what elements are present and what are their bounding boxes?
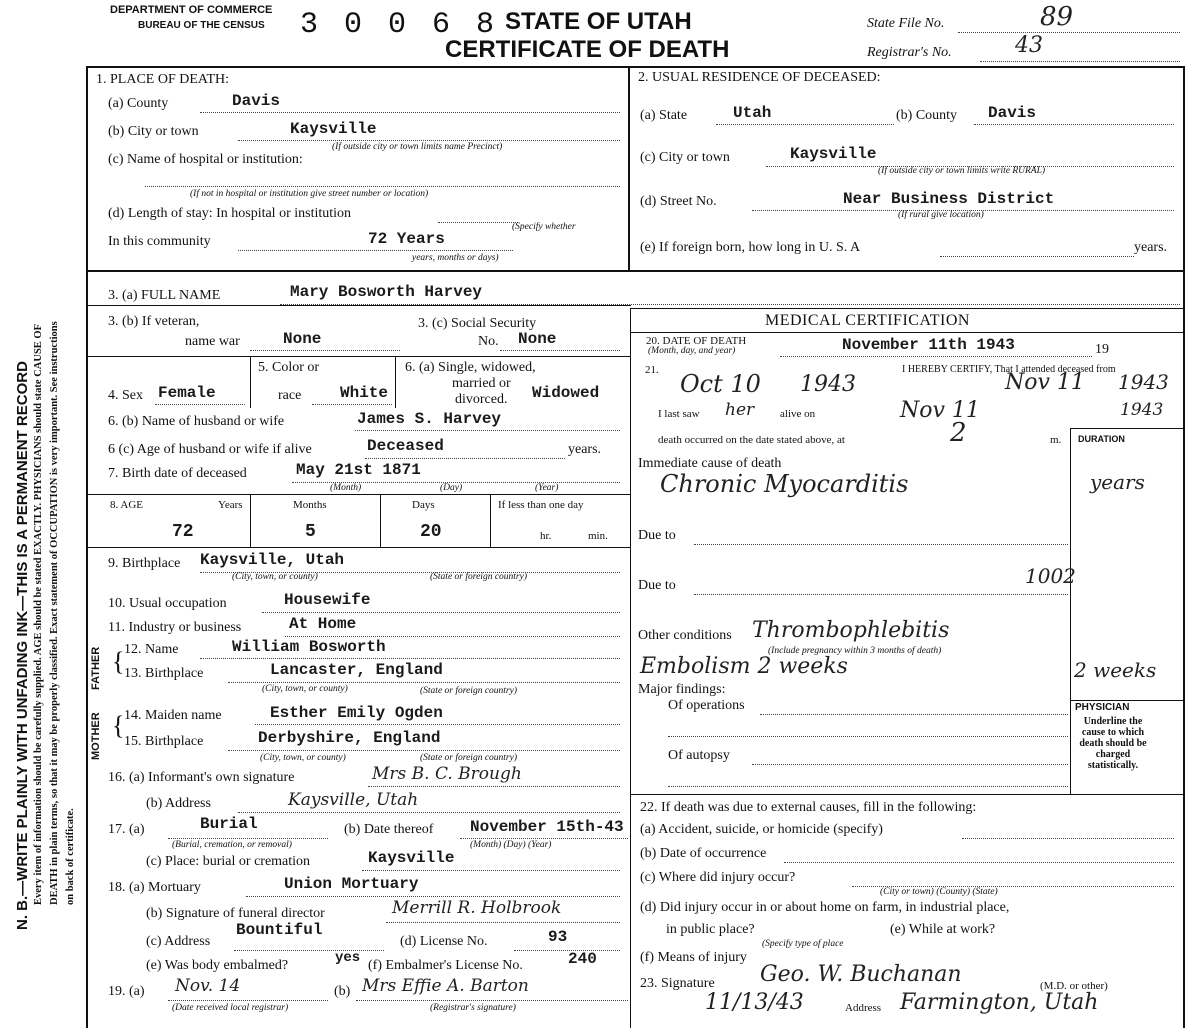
certify-text: I HEREBY CERTIFY, That I attended deceased from xyxy=(902,364,1116,375)
due-to-2-note: 1002 xyxy=(1025,564,1076,588)
sex-label: 4. Sex xyxy=(108,388,143,403)
death-date-note: (Month, day, and year) xyxy=(648,346,736,356)
sidebar-instruction-2: Every item of information should be carefully supplied. AGE should be stated EXACTLY. PHYSICIANS should state CAUSE OF xyxy=(33,324,44,905)
other-conditions-value: Thrombophlebitis xyxy=(752,618,950,643)
external-d-label: (d) Did injury occur in or about home on farm, in industrial place, xyxy=(640,900,1010,915)
residence-foreign-suffix: years. xyxy=(1134,240,1168,255)
burial-date-value: November 15th-43 xyxy=(470,818,624,836)
due-to-1-label: Due to xyxy=(638,528,676,543)
state-file-label: State File No. xyxy=(867,16,945,31)
marital-value: Widowed xyxy=(532,384,600,402)
birthplace-city-note: (City, town, or county) xyxy=(232,572,318,582)
place-hospital-label: (c) Name of hospital or institution: xyxy=(108,152,303,167)
registrar-sig-label: (b) xyxy=(334,984,351,999)
serial-number: 3 0 0 6 8 xyxy=(300,8,499,42)
last-saw-label: I last saw xyxy=(658,408,700,420)
father-bp-city-note: (City, town, or county) xyxy=(262,684,348,694)
received-date-value: Nov. 14 xyxy=(175,976,241,996)
age-months-label: Months xyxy=(293,499,327,511)
external-c-label: (c) Where did injury occur? xyxy=(640,870,796,885)
md-note: (M.D. or other) xyxy=(1040,980,1108,992)
sidebar-instruction-4: on back of certificate. xyxy=(65,808,76,905)
ssn-label-no: No. xyxy=(478,334,499,349)
age-days-value: 20 xyxy=(420,522,442,542)
burial-date-label: (b) Date thereof xyxy=(344,822,434,837)
funeral-director-signature: Merrill R. Holbrook xyxy=(392,898,562,918)
father-birthplace-value: Lancaster, England xyxy=(270,661,443,679)
place-community-label: In this community xyxy=(108,234,211,249)
mother-name-value: Esther Emily Ogden xyxy=(270,704,443,722)
license-label: (d) License No. xyxy=(400,934,488,949)
marital-label-3: divorced. xyxy=(455,392,508,407)
ssn-label: 3. (c) Social Security xyxy=(418,316,537,331)
alive-on-label: alive on xyxy=(780,408,816,420)
spouse-age-label: 6 (c) Age of husband or wife if alive xyxy=(108,442,312,457)
age-days-label: Days xyxy=(412,499,435,511)
age-label: 8. AGE xyxy=(110,499,143,511)
place-heading: 1. PLACE OF DEATH: xyxy=(96,72,230,87)
father-name-value: William Bosworth xyxy=(232,638,386,656)
age-hr-label: hr. xyxy=(540,530,552,542)
industry-value: At Home xyxy=(289,615,357,633)
residence-county-label: (b) County xyxy=(896,108,958,123)
fullname-value: Mary Bosworth Harvey xyxy=(290,283,483,301)
attended-to-value: Nov 11 xyxy=(1005,370,1085,395)
operations-label: Of operations xyxy=(668,698,745,713)
spouse-value: James S. Harvey xyxy=(357,410,502,428)
birthdate-day-note: (Day) xyxy=(440,483,463,493)
dept-label: DEPARTMENT OF COMMERCE xyxy=(110,4,273,16)
father-name-label: 12. Name xyxy=(124,642,179,657)
physician-header: PHYSICIAN xyxy=(1075,702,1130,713)
external-d2-label: in public place? xyxy=(666,922,755,937)
residence-city-label: (c) City or town xyxy=(640,150,730,165)
father-birthplace-label: 13. Birthplace xyxy=(124,666,204,681)
residence-street-note: (If rural give location) xyxy=(898,210,984,220)
registrar-label: Registrar's No. xyxy=(867,45,952,60)
last-saw-who: her xyxy=(725,400,755,420)
external-c-note: (City or town) (County) (State) xyxy=(880,887,998,897)
received-note: (Date received local registrar) xyxy=(172,1003,289,1013)
registrar-sig-note: (Registrar's signature) xyxy=(430,1003,516,1013)
marital-label: 6. (a) Single, widowed, xyxy=(405,360,536,375)
industry-label: 11. Industry or business xyxy=(108,620,242,635)
sidebar-instruction-main: N. B.—WRITE PLAINLY WITH UNFADING INK—THIS IS A PERMANENT RECORD xyxy=(14,361,31,930)
residence-heading: 2. USUAL RESIDENCE OF DECEASED: xyxy=(638,70,881,85)
ssn-value: None xyxy=(518,330,557,348)
mother-brace: { xyxy=(112,711,125,740)
age-min-label: min. xyxy=(588,530,608,542)
burial-value: Burial xyxy=(200,815,258,833)
place-city-label: (b) City or town xyxy=(108,124,199,139)
duration-header: DURATION xyxy=(1078,434,1125,444)
birthdate-month-note: (Month) xyxy=(330,483,362,493)
place-county-label: (a) County xyxy=(108,96,169,111)
other-conditions-note: (Include pregnancy within 3 months of death) xyxy=(768,646,942,656)
place-stay-label: (d) Length of stay: In hospital or institution xyxy=(108,206,352,221)
age-years-value: 72 xyxy=(172,522,194,542)
sex-value: Female xyxy=(158,384,216,402)
immediate-cause-label: Immediate cause of death xyxy=(638,456,782,471)
death-date-label: 20. DATE OF DEATH xyxy=(646,335,747,347)
residence-street-value: Near Business District xyxy=(843,190,1055,208)
embalmed-label: (e) Was body embalmed? xyxy=(146,958,289,973)
residence-county-value: Davis xyxy=(988,104,1037,122)
residence-state-value: Utah xyxy=(733,104,772,122)
marital-label-2: married or xyxy=(452,376,511,391)
place-specify-note: (Specify whether xyxy=(512,222,576,232)
burial-date-note: (Month) (Day) (Year) xyxy=(470,840,552,850)
color-value: White xyxy=(340,384,389,402)
mother-side-label: MOTHER xyxy=(90,712,102,760)
autopsy-label: Of autopsy xyxy=(668,748,730,763)
place-hospital-note: (If not in hospital or institution give street number or location) xyxy=(190,189,429,199)
director-address-value: Bountiful xyxy=(236,921,323,939)
fullname-label: 3. (a) FULL NAME xyxy=(108,288,221,303)
state-title: STATE OF UTAH xyxy=(505,8,692,35)
external-a-label: (a) Accident, suicide, or homicide (specify) xyxy=(640,822,883,837)
embalmer-license-label: (f) Embalmer's License No. xyxy=(368,958,523,973)
death-date-suffix: 19 xyxy=(1095,342,1109,357)
burial-number: 17. (a) xyxy=(108,822,145,837)
birthdate-label: 7. Birth date of deceased xyxy=(108,466,247,481)
occupation-value: Housewife xyxy=(284,591,371,609)
other-conditions-value-2: Embolism 2 weeks xyxy=(640,654,848,679)
residence-state-label: (a) State xyxy=(640,108,688,123)
received-label: 19. (a) xyxy=(108,984,145,999)
residence-city-value: Kaysville xyxy=(790,145,877,163)
place-community-value: 72 Years xyxy=(368,230,445,248)
due-to-2-label: Due to xyxy=(638,578,676,593)
last-saw-value: Nov 11 xyxy=(900,398,980,423)
color-label-race: race xyxy=(278,388,302,403)
signature-label: 23. Signature xyxy=(640,976,715,991)
occurred-label: death occurred on the date stated above, at xyxy=(658,434,845,446)
attended-year-1: 1943 xyxy=(800,372,856,397)
embalmer-license-value: 240 xyxy=(568,950,597,968)
birthplace-value: Kaysville, Utah xyxy=(200,551,345,569)
burial-place-value: Kaysville xyxy=(368,849,455,867)
occupation-label: 10. Usual occupation xyxy=(108,596,227,611)
age-lessday-label: If less than one day xyxy=(498,499,584,511)
sidebar-instruction-3: DEATH in plain terms, so that it may be properly classified. Exact statement of OCCUPATION is very important. See instructions xyxy=(49,321,60,905)
external-d-note: (Specify type of place xyxy=(762,939,844,949)
attended-year-2: 1943 xyxy=(1118,370,1169,394)
hour-m-label: m. xyxy=(1050,434,1062,446)
father-side-label: FATHER xyxy=(90,646,102,690)
color-label: 5. Color or xyxy=(258,360,320,375)
age-years-label: Years xyxy=(218,499,243,511)
burial-place-label: (c) Place: burial or cremation xyxy=(146,854,311,869)
mortuary-value: Union Mortuary xyxy=(284,875,419,893)
birthdate-value: May 21st 1871 xyxy=(296,461,421,479)
birthplace-state-note: (State or foreign country) xyxy=(430,572,528,582)
embalmed-value: yes xyxy=(335,950,361,966)
license-value: 93 xyxy=(548,928,568,946)
mother-bp-state-note: (State or foreign country) xyxy=(420,753,518,763)
bureau-label: BUREAU OF THE CENSUS xyxy=(138,20,265,31)
mother-name-label: 14. Maiden name xyxy=(124,708,222,723)
mother-birthplace-label: 15. Birthplace xyxy=(124,734,204,749)
death-date-value: November 11th 1943 xyxy=(842,336,1015,354)
place-city-value: Kaysville xyxy=(290,120,377,138)
major-findings-label: Major findings: xyxy=(638,682,726,697)
residence-city-note: (If outside city or town limits write RURAL) xyxy=(878,166,1046,176)
registrar-signature: Mrs Effie A. Barton xyxy=(362,976,529,996)
external-b-label: (b) Date of occurrence xyxy=(640,846,767,861)
immediate-cause-value: Chronic Myocarditis xyxy=(660,470,909,498)
birthplace-label: 9. Birthplace xyxy=(108,556,181,571)
spouse-age-suffix: years. xyxy=(568,442,602,457)
father-bp-state-note: (State or foreign country) xyxy=(420,686,518,696)
certificate-title: CERTIFICATE OF DEATH xyxy=(445,36,730,63)
informant-address-value: Kaysville, Utah xyxy=(288,790,419,810)
place-county-value: Davis xyxy=(232,92,281,110)
burial-note: (Burial, cremation, or removal) xyxy=(172,840,292,850)
mother-birthplace-value: Derbyshire, England xyxy=(258,729,441,747)
external-e-label: (e) While at work? xyxy=(890,922,996,937)
other-conditions-label: Other conditions xyxy=(638,628,732,643)
signature-address-value: Farmington, Utah xyxy=(900,990,1099,1015)
medical-heading: MEDICAL CERTIFICATION xyxy=(765,312,970,329)
other-duration-value: 2 weeks xyxy=(1074,658,1157,682)
external-intro: 22. If death was due to external causes, fill in the following: xyxy=(640,800,977,815)
attended-from-value: Oct 10 xyxy=(680,370,761,398)
informant-signature: Mrs B. C. Brough xyxy=(372,764,522,784)
immediate-cause-duration: years xyxy=(1090,470,1145,494)
veteran-label: 3. (b) If veteran, xyxy=(108,314,200,329)
registrar-number: 43 xyxy=(1015,33,1043,58)
father-brace: { xyxy=(112,647,125,676)
funeral-director-label: (b) Signature of funeral director xyxy=(146,906,325,921)
physician-note: Underline the cause to which death should be charged statistically. xyxy=(1079,716,1147,771)
spouse-label: 6. (b) Name of husband or wife xyxy=(108,414,285,429)
certify-number: 21. xyxy=(645,364,659,376)
place-community-note: years, months or days) xyxy=(412,253,499,263)
place-city-note: (If outside city or town limits name Precinct) xyxy=(332,142,503,152)
spouse-age-value: Deceased xyxy=(367,437,444,455)
veteran-label-war: name war xyxy=(185,334,240,349)
physician-signature: Geo. W. Buchanan xyxy=(760,962,962,987)
residence-foreign-label: (e) If foreign born, how long in U. S. A xyxy=(640,240,861,255)
veteran-value: None xyxy=(283,330,322,348)
birthdate-year-note: (Year) xyxy=(535,483,559,493)
informant-address-label: (b) Address xyxy=(146,796,211,811)
residence-street-label: (d) Street No. xyxy=(640,194,717,209)
mother-bp-city-note: (City, town, or county) xyxy=(260,753,346,763)
signature-date: 11/13/43 xyxy=(705,990,804,1015)
external-f-label: (f) Means of injury xyxy=(640,950,747,965)
signature-address-label: Address xyxy=(845,1002,882,1014)
age-months-value: 5 xyxy=(305,522,316,542)
director-address-label: (c) Address xyxy=(146,934,211,949)
mortuary-label: 18. (a) Mortuary xyxy=(108,880,201,895)
state-file-number: 89 xyxy=(1040,2,1074,32)
last-saw-year: 1943 xyxy=(1120,400,1164,420)
informant-label: 16. (a) Informant's own signature xyxy=(108,770,295,785)
death-hour-value: 2 xyxy=(950,418,967,448)
